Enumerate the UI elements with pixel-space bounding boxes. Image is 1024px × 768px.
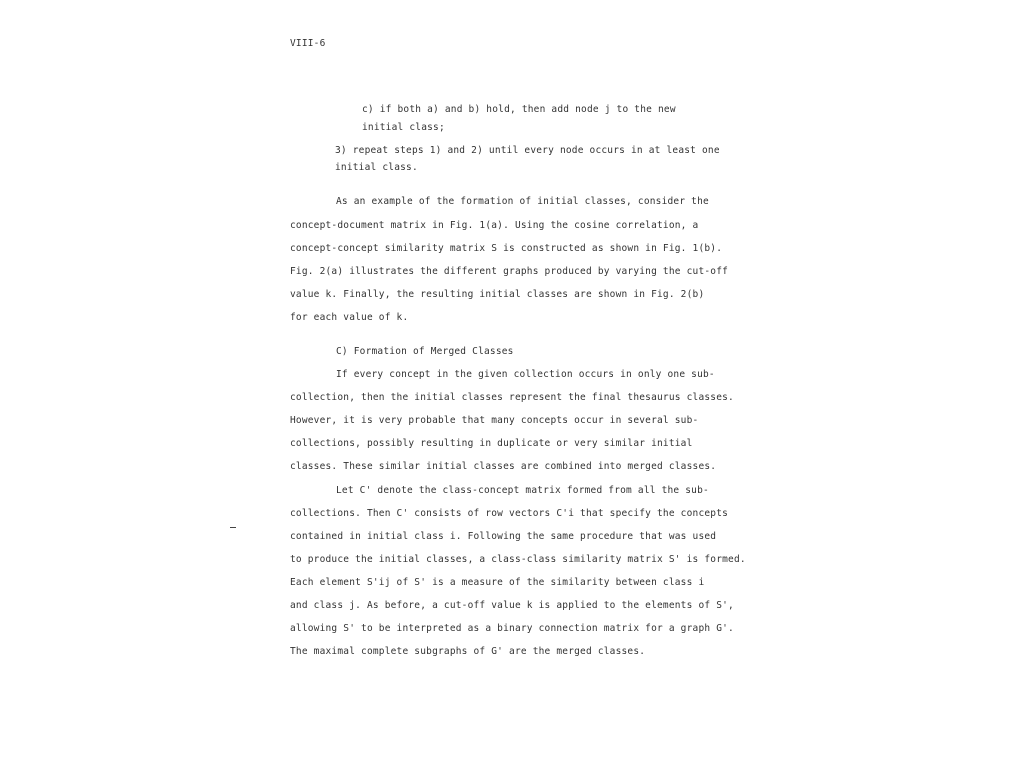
paragraph-line: However, it is very probable that many concepts occur in several sub- <box>290 415 699 426</box>
paragraph-line: Each element S'ij of S' is a measure of the similarity between class i <box>290 577 705 588</box>
paragraph-line: classes. These similar initial classes are combined into merged classes. <box>290 461 717 472</box>
step-3-line-1: 3) repeat steps 1) and 2) until every node occurs in at least one <box>335 145 720 156</box>
paragraph-line: to produce the initial classes, a class-class similarity matrix S' is formed. <box>290 554 746 565</box>
paragraph-line: Fig. 2(a) illustrates the different graphs produced by varying the cut-off <box>290 266 729 277</box>
paragraph-line: Let C' denote the class-concept matrix formed from all the sub- <box>336 485 709 496</box>
paragraph-line: concept-document matrix in Fig. 1(a). Using the cosine correlation, a <box>290 220 699 231</box>
paragraph-line: collections. Then C' consists of row vectors C'i that specify the concepts <box>290 508 729 519</box>
paragraph-line: As an example of the formation of initial classes, consider the <box>336 196 709 207</box>
step-3-line-2: initial class. <box>335 162 418 173</box>
paragraph-line: If every concept in the given collection occurs in only one sub- <box>336 369 715 380</box>
paragraph-line: concept-concept similarity matrix S is constructed as shown in Fig. 1(b). <box>290 243 723 254</box>
page-number: VIII-6 <box>290 38 326 49</box>
section-heading: C) Formation of Merged Classes <box>336 346 514 357</box>
paragraph-line: The maximal complete subgraphs of G' are the merged classes. <box>290 646 646 657</box>
paragraph-line: and class j. As before, a cut-off value k is applied to the elements of S', <box>290 600 734 611</box>
margin-mark <box>230 527 236 528</box>
step-c-line-2: initial class; <box>362 122 445 133</box>
paragraph-line: collection, then the initial classes represent the final thesaurus classes. <box>290 392 734 403</box>
paragraph-line: allowing S' to be interpreted as a binary connection matrix for a graph G'. <box>290 623 734 634</box>
paragraph-line: collections, possibly resulting in duplicate or very similar initial <box>290 438 693 449</box>
paragraph-line: value k. Finally, the resulting initial classes are shown in Fig. 2(b) <box>290 289 705 300</box>
paragraph-line: contained in initial class i. Following the same procedure that was used <box>290 531 717 542</box>
paragraph-line: for each value of k. <box>290 312 409 323</box>
step-c-line-1: c) if both a) and b) hold, then add node j to the new <box>362 104 676 115</box>
